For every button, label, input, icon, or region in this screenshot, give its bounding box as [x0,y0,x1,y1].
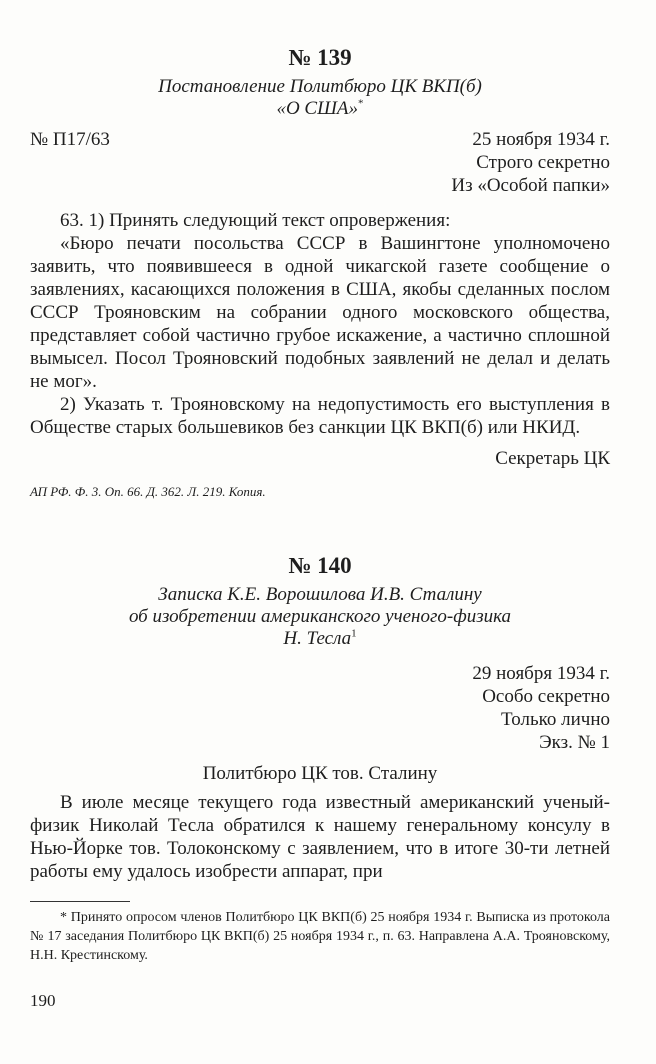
doc-140-addressee: Политбюро ЦК тов. Сталину [202,763,438,784]
doc-139-ref: № П17/63 [30,129,110,150]
doc-139-title-line2: «О США» [276,98,359,119]
doc-140-title [30,584,610,650]
doc-139-classification: Строго секретно [476,152,610,173]
doc-139-title [30,76,610,120]
doc-139-source: АП РФ. Ф. 3. Оп. 66. Д. 362. Л. 219. Копия. [30,484,266,499]
doc-139-paragraph: 63. 1) Принять следующий текст опровержения: [60,210,451,231]
doc-139-title-line2-wrap [30,98,610,120]
document-page [30,44,610,1011]
doc-140-title-line1: Записка К.Е. Ворошилова И.В. Сталину [158,584,482,605]
doc-140-number: № 140 [288,553,352,578]
document-140 [30,552,610,883]
doc-140-paragraph: В июле месяце текущего года известный американский ученый-физик Николай Тесла обратился к нашему генеральному консулу в Нью-Йорке тов. Толоконскому с заявлением, что в итоге 30-ти летней работы ему удалось изобрести аппарат, при [30,792,610,882]
doc-139-footnote-marker: * [358,97,364,110]
doc-140-date: 29 ноября 1934 г. [472,663,610,684]
doc-139-number: № 139 [288,45,352,70]
doc-140-title-line3-wrap [30,628,610,650]
page-number: 190 [30,991,56,1010]
document-139 [30,44,610,500]
doc-139-meta-row [30,128,610,151]
doc-140-restriction: Только лично [501,709,610,730]
doc-140-title-line2: об изобретении американского ученого-физика [128,606,512,627]
doc-139-body [30,209,610,439]
doc-140-meta [30,662,610,754]
doc-140-title-line3: Н. Тесла [283,628,352,649]
doc-140-footnote-marker: 1 [351,627,357,640]
doc-139-date: 25 ноября 1934 г. [472,129,610,150]
doc-139-paragraph: «Бюро печати посольства СССР в Вашингтоне уполномочено заявить, что появившееся в одной чикагской газете сообщение о заявлениях, касающихся положения в США, якобы сделанных послом СССР Трояновским на собрании одного московского общества, представляет собой частично грубое искажение, а частично сплошной вымысел. Посол Трояновский подобных заявлений не делал и делать не мог». [30,233,610,392]
footnote: * Принято опросом членов Политбюро ЦК ВКП(б) 25 ноября 1934 г. Выписка из протокола № 17 заседания Политбюро ЦК ВКП(б) 25 ноября 1934 г., п. 63. Направлена А.А. Трояновскому, Н.Н. Крестинскому. [30,910,610,963]
doc-140-copy: Экз. № 1 [539,732,610,753]
doc-140-classification: Особо секретно [482,686,610,707]
doc-139-signature: Секретарь ЦК [495,448,610,469]
doc-139-title-line1: Постановление Политбюро ЦК ВКП(б) [158,76,482,97]
doc-139-paragraph: 2) Указать т. Трояновскому на недопустимость его выступления в Обществе старых большевиков без санкции ЦК ВКП(б) или НКИД. [30,394,610,438]
doc-139-folder: Из «Особой папки» [451,175,610,196]
footnote-divider [30,901,130,902]
